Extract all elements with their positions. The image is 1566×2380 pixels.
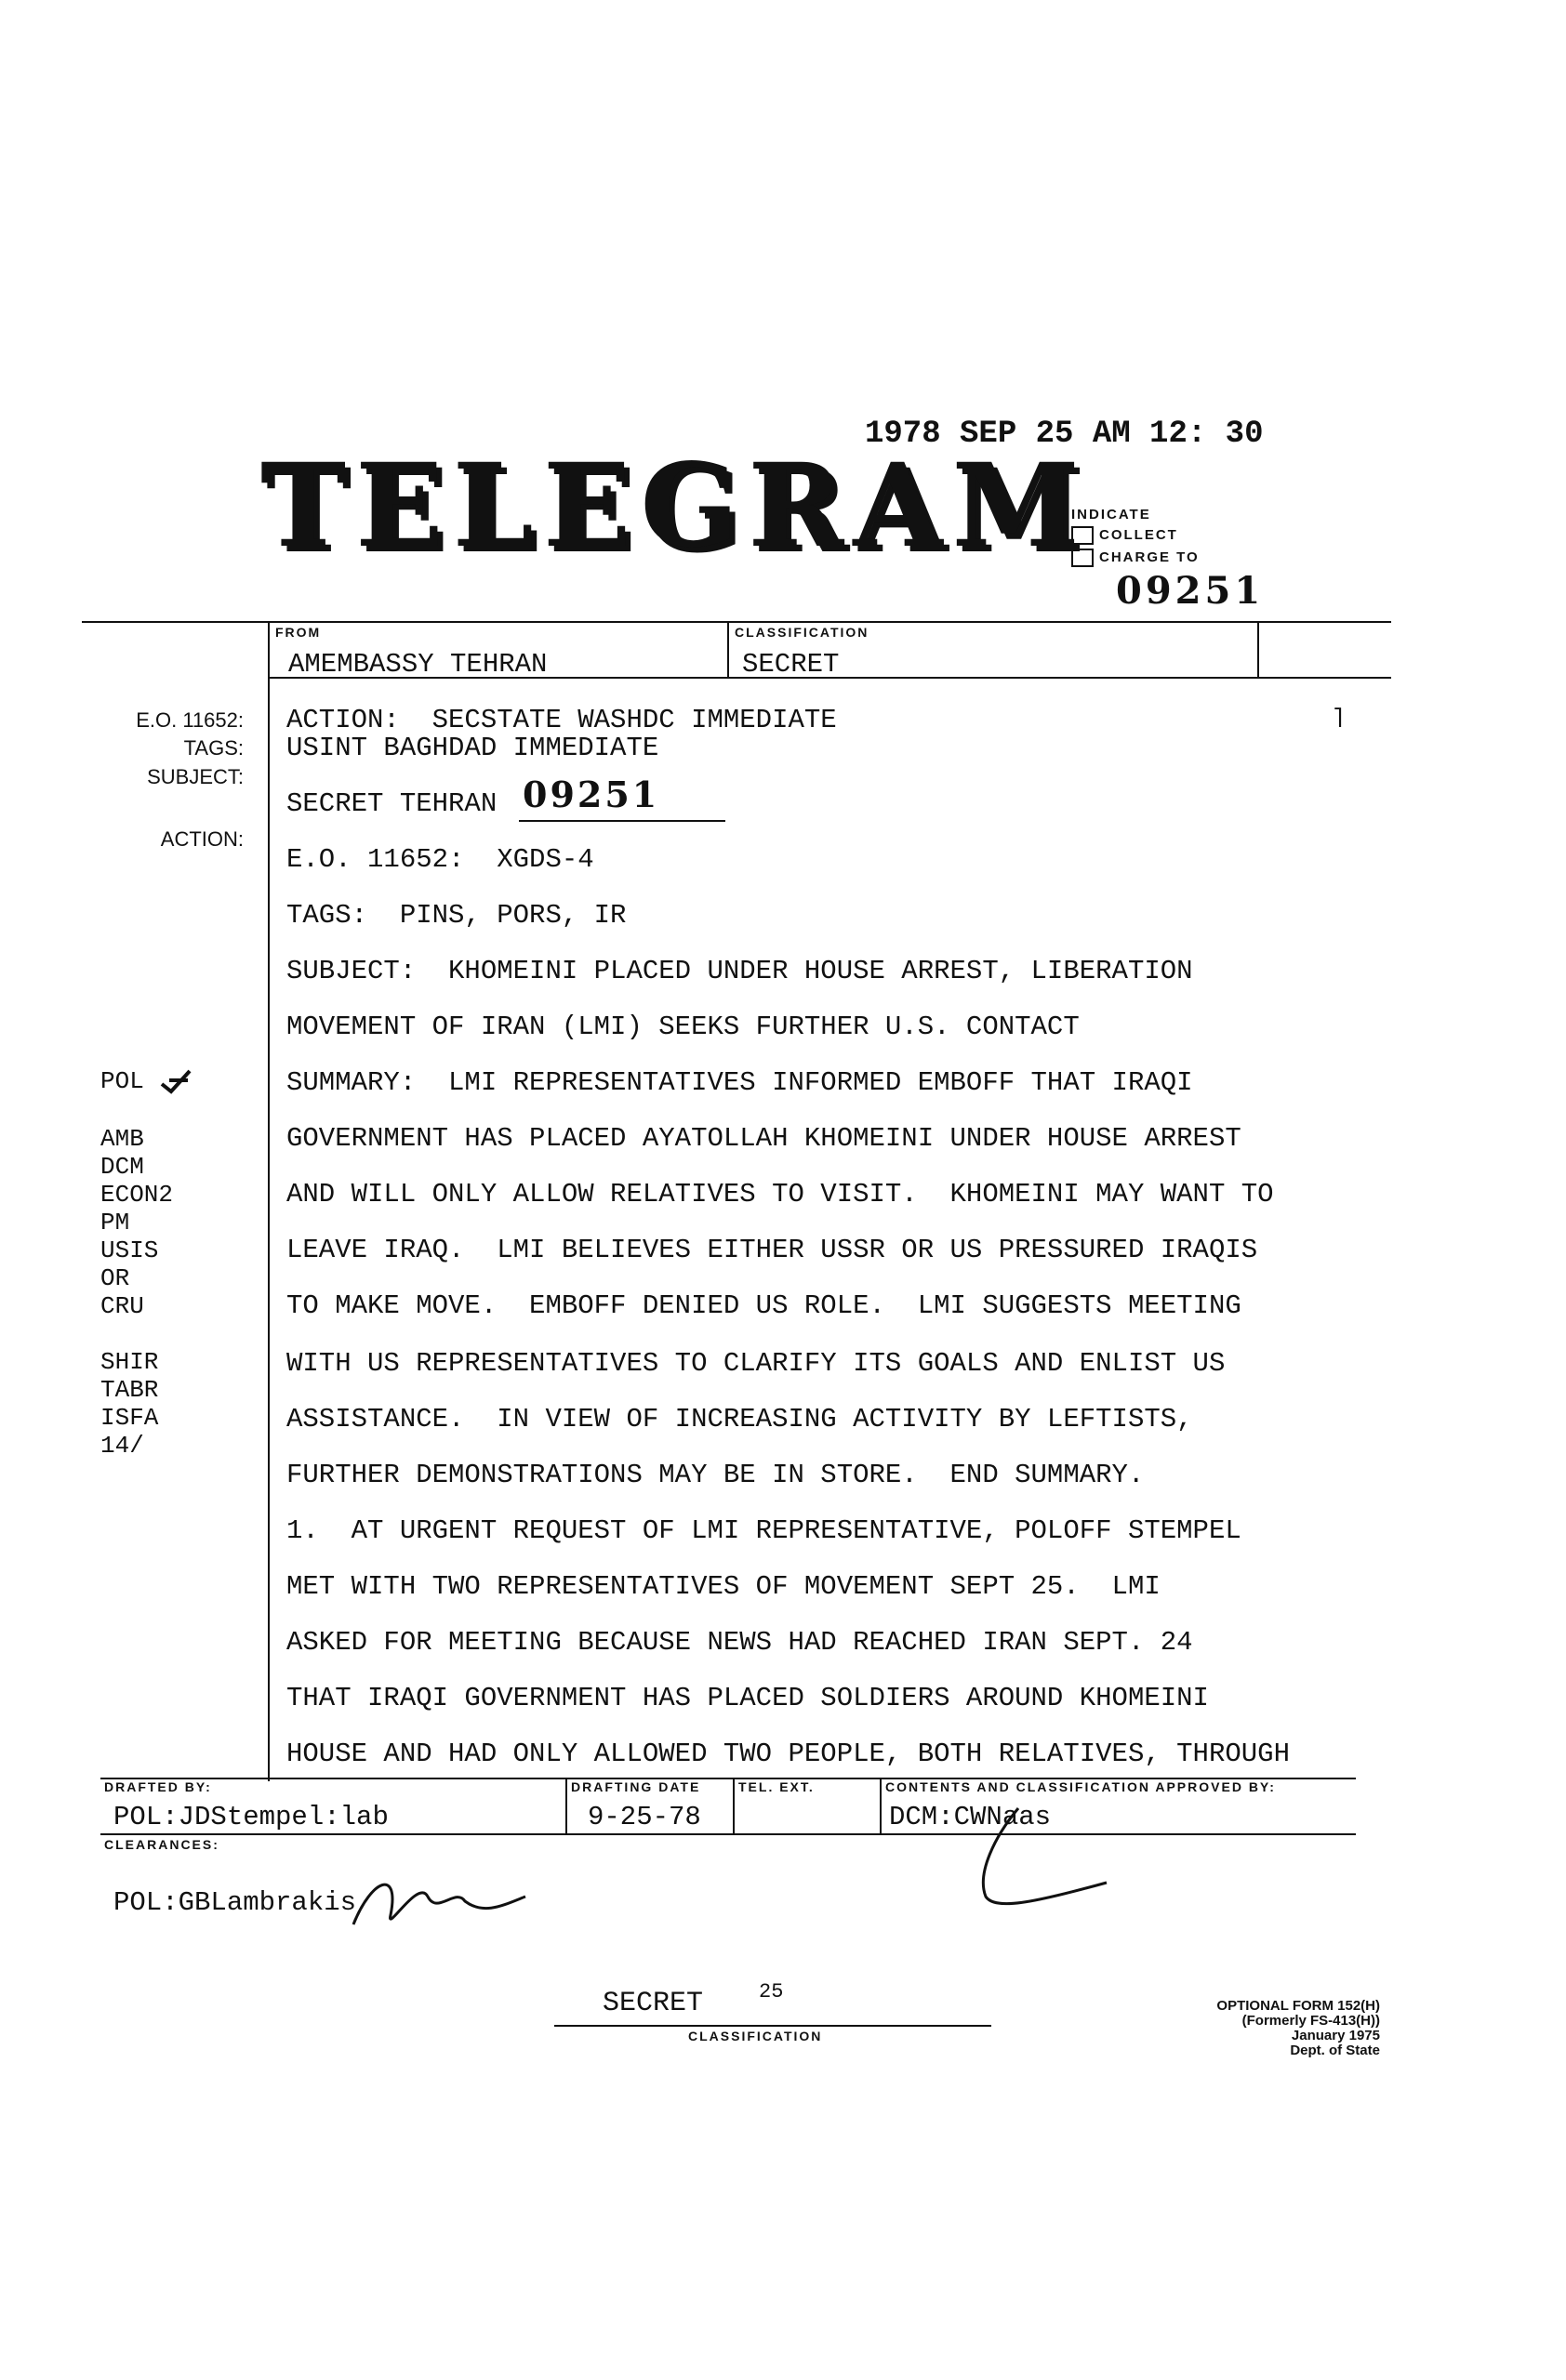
collect-label: COLLECT bbox=[1099, 526, 1178, 543]
distribution-item: SHIR bbox=[100, 1348, 159, 1376]
body-line: 1. AT URGENT REQUEST OF LMI REPRESENTATIVE, POLOFF STEMPEL bbox=[286, 1515, 1241, 1546]
divider bbox=[519, 820, 725, 822]
collect-option[interactable] bbox=[1071, 526, 1200, 545]
distribution-item: PM bbox=[100, 1209, 130, 1236]
charge-checkbox[interactable] bbox=[1071, 549, 1094, 567]
action-line: USINT BAGHDAD IMMEDIATE bbox=[286, 733, 659, 763]
drafting-date-label: DRAFTING DATE bbox=[571, 1779, 701, 1794]
indicate-block bbox=[1071, 507, 1200, 567]
body-line: FURTHER DEMONSTRATIONS MAY BE IN STORE. END SUMMARY. bbox=[286, 1460, 1145, 1490]
indicate-label: INDICATE bbox=[1071, 507, 1151, 522]
action-label: ACTION: bbox=[160, 827, 244, 851]
body-line: MOVEMENT OF IRAN (LMI) SEEKS FURTHER U.S. CONTACT bbox=[286, 1012, 1080, 1042]
distribution-item: OR bbox=[100, 1264, 130, 1292]
approved-by-label: CONTENTS AND CLASSIFICATION APPROVED BY: bbox=[885, 1779, 1276, 1794]
subject-label: SUBJECT: bbox=[147, 765, 244, 788]
form-id-line: (Formerly FS-413(H)) bbox=[1241, 2013, 1380, 2029]
approved-by-value: DCM:CWNaas bbox=[889, 1802, 1052, 1832]
form-id-line: OPTIONAL FORM 152(H) bbox=[1216, 1998, 1380, 2014]
divider bbox=[733, 1778, 735, 1833]
message-number: 09251 bbox=[523, 774, 660, 815]
charge-label: CHARGE TO bbox=[1099, 549, 1200, 565]
body-line: TO MAKE MOVE. EMBOFF DENIED US ROLE. LMI SUGGESTS MEETING bbox=[286, 1290, 1241, 1321]
initials-signature-icon bbox=[344, 1859, 530, 1943]
receipt-timestamp: 1978 SEP 25 AM 12: 30 bbox=[865, 416, 1264, 452]
clearances-value: POL:GBLambrakis bbox=[113, 1887, 357, 1918]
collect-checkbox[interactable] bbox=[1071, 526, 1094, 545]
classification-caption: CLASSIFICATION bbox=[688, 2029, 823, 2043]
divider bbox=[727, 621, 729, 679]
body-line: ASKED FOR MEETING BECAUSE NEWS HAD REACHED IRAN SEPT. 24 bbox=[286, 1627, 1193, 1658]
distribution-item: TABR bbox=[100, 1376, 159, 1404]
action-line: ACTION: SECSTATE WASHDC IMMEDIATE bbox=[286, 705, 837, 735]
classification-value: SECRET bbox=[742, 649, 840, 680]
approval-signature-icon bbox=[967, 1799, 1116, 1920]
tel-ext-label: TEL. EXT. bbox=[738, 1779, 815, 1794]
body-line: WITH US REPRESENTATIVES TO CLARIFY ITS GOALS AND ENLIST US bbox=[286, 1348, 1226, 1379]
form-id-line: January 1975 bbox=[1291, 2028, 1380, 2043]
distribution-item: AMB bbox=[100, 1125, 144, 1153]
drafted-by-label: DRAFTED BY: bbox=[104, 1779, 212, 1794]
from-value: AMEMBASSY TEHRAN bbox=[288, 649, 548, 680]
corner-mark: ˥ bbox=[1330, 705, 1347, 735]
body-line: SUBJECT: KHOMEINI PLACED UNDER HOUSE ARREST, LIBERATION bbox=[286, 956, 1193, 986]
secret-tehran-label: SECRET TEHRAN bbox=[286, 788, 498, 819]
form-id-block bbox=[1097, 1999, 1380, 2058]
eo-label: E.O. 11652: bbox=[136, 708, 244, 732]
distribution-item: CRU bbox=[100, 1292, 144, 1320]
check-mark-icon bbox=[160, 1067, 192, 1095]
page-number: 25 bbox=[759, 1980, 784, 2003]
body-line: GOVERNMENT HAS PLACED AYATOLLAH KHOMEINI UNDER HOUSE ARREST bbox=[286, 1123, 1241, 1154]
classification-label: CLASSIFICATION bbox=[735, 625, 869, 640]
divider bbox=[565, 1778, 567, 1833]
distribution-item: POL bbox=[100, 1067, 144, 1095]
tags-label: TAGS: bbox=[183, 736, 244, 760]
telegram-logo: TELEGRAM bbox=[260, 439, 1089, 574]
divider bbox=[1257, 621, 1259, 679]
body-line: MET WITH TWO REPRESENTATIVES OF MOVEMENT SEPT 25. LMI bbox=[286, 1571, 1161, 1602]
serial-number: 09251 bbox=[1116, 569, 1265, 613]
body-line: LEAVE IRAQ. LMI BELIEVES EITHER USSR OR US PRESSURED IRAQIS bbox=[286, 1235, 1258, 1265]
distribution-item: USIS bbox=[100, 1236, 159, 1264]
distribution-item: ISFA bbox=[100, 1404, 159, 1432]
divider bbox=[82, 621, 1391, 623]
drafting-date-value: 9-25-78 bbox=[588, 1802, 701, 1832]
body-line: AND WILL ONLY ALLOW RELATIVES TO VISIT. KHOMEINI MAY WANT TO bbox=[286, 1179, 1274, 1210]
body-line: HOUSE AND HAD ONLY ALLOWED TWO PEOPLE, BOTH RELATIVES, THROUGH bbox=[286, 1739, 1290, 1769]
distribution-item: DCM bbox=[100, 1153, 144, 1181]
body-line: SUMMARY: LMI REPRESENTATIVES INFORMED EMBOFF THAT IRAQI bbox=[286, 1067, 1193, 1098]
drafted-by-value: POL:JDStempel:lab bbox=[113, 1802, 389, 1832]
distribution-item: ECON2 bbox=[100, 1181, 174, 1209]
left-margin-rule bbox=[268, 621, 270, 1781]
body-line: THAT IRAQI GOVERNMENT HAS PLACED SOLDIERS AROUND KHOMEINI bbox=[286, 1683, 1209, 1713]
clearances-label: CLEARANCES: bbox=[104, 1837, 219, 1852]
distribution-item: 14/ bbox=[100, 1432, 144, 1460]
divider bbox=[880, 1778, 882, 1833]
tags-line: TAGS: PINS, PORS, IR bbox=[286, 900, 627, 931]
body-line: ASSISTANCE. IN VIEW OF INCREASING ACTIVITY BY LEFTISTS, bbox=[286, 1404, 1193, 1435]
charge-option[interactable] bbox=[1071, 549, 1200, 567]
divider bbox=[554, 2025, 991, 2027]
divider bbox=[100, 1833, 1356, 1835]
from-label: FROM bbox=[275, 625, 322, 640]
eo-line: E.O. 11652: XGDS-4 bbox=[286, 844, 594, 875]
form-id-line: Dept. of State bbox=[1290, 2043, 1380, 2058]
footer-classification: SECRET bbox=[603, 1988, 704, 2019]
